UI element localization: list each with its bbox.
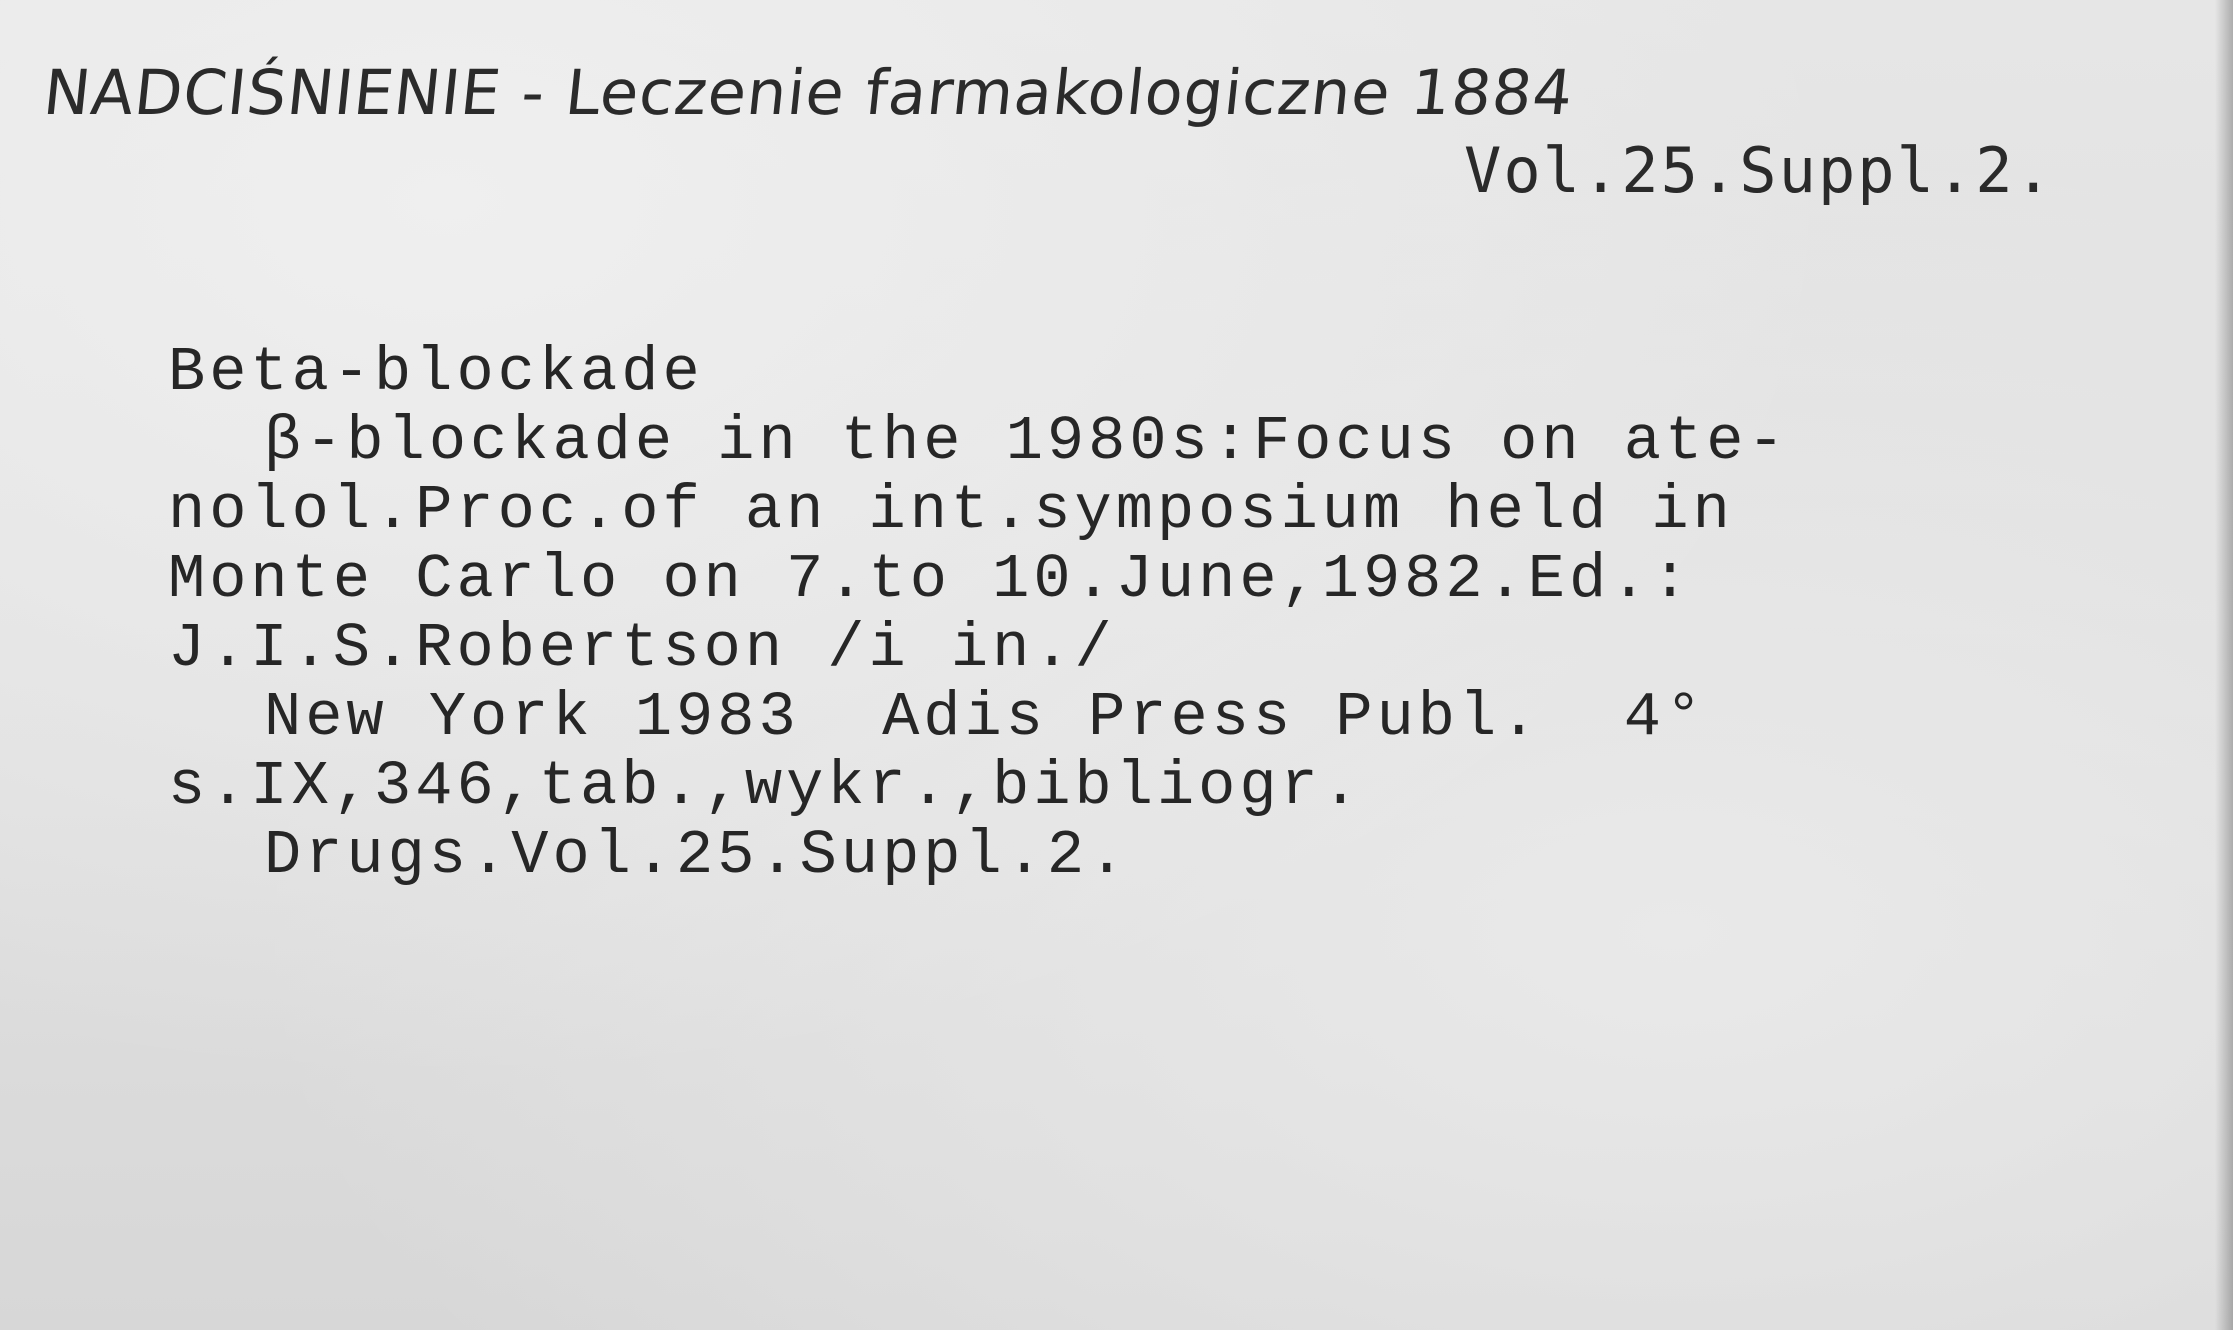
entry-line: Monte Carlo on 7.to 10.June,1982.Ed.: [168, 544, 1693, 615]
handwritten-heading: NADCIŚNIENIE - Leczenie farmakologiczne 1884 [40, 56, 1578, 129]
publication-line: New York 1983 Adis Press Publ. 4° [264, 682, 1707, 753]
entry-line: nolol.Proc.of an int.symposium held in [168, 475, 1734, 546]
bibliographic-entry [168, 338, 1789, 890]
entry-line: J.I.S.Robertson /i in./ [168, 613, 1116, 684]
top-reference: Vol.25.Suppl.2. [1464, 134, 2054, 207]
entry-line: β-blockade in the 1980s:Focus on ate- [264, 406, 1789, 477]
physical-description-line: s.IX,346,tab.,wykr.,bibliogr. [168, 751, 1363, 822]
entry-title-line: Beta-blockade [168, 337, 704, 408]
series-line: Drugs.Vol.25.Suppl.2. [264, 820, 1130, 891]
